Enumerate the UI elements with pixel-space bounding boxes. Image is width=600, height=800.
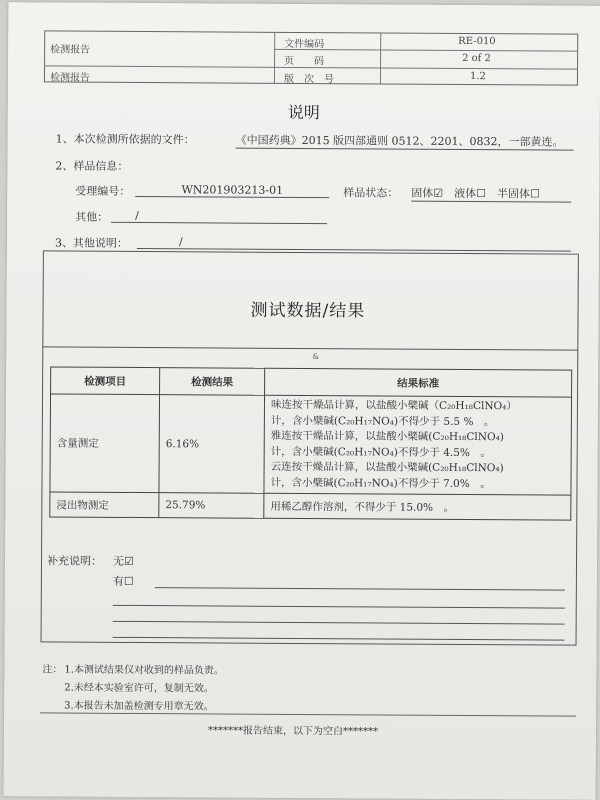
results-title: 测试数据/结果	[250, 300, 366, 322]
header-report-label-1: 检测报告	[50, 44, 91, 56]
accept-no-label: 受理编号：	[75, 184, 131, 198]
file-no-label: 文件编码	[284, 38, 325, 51]
supplement-has: 有☐	[112, 574, 134, 588]
supplement-none: 无☑	[112, 554, 134, 568]
page-label: 页 码	[284, 55, 325, 68]
other-notes-value: /	[137, 235, 571, 252]
standard-line: 计，含小檗碱(C₂₀H₁₇NO₄)不得少于 4.5% 。	[270, 445, 491, 459]
other-value: /	[111, 209, 327, 224]
other-notes-label: 3、其他说明：	[54, 236, 128, 250]
standard-line: 用稀乙醇作溶剂，不得少于 15.0% 。	[270, 500, 455, 514]
col-header-standard: 结果标准	[265, 368, 572, 397]
report-page	[4, 2, 600, 800]
basis-value: 《中国药典》2015 版四部通则 0512、2201、0832，一部黄连。	[236, 132, 574, 151]
results-header-row	[51, 367, 572, 397]
report-end-text: *******报告结束，以下为空白*******	[207, 725, 379, 738]
header-report-label-2: 检测报告	[49, 72, 91, 84]
note-item: 1.本测试结果仅对收到的样品负责。	[64, 664, 224, 677]
sample-state-label: 样品状态：	[343, 186, 399, 200]
table-row	[50, 492, 571, 520]
row-result: 6.16%	[159, 395, 265, 494]
standard-line: 计，含小檗碱(C₂₀H₁₇NO₄)不得少于 5.5 % 。	[270, 414, 495, 428]
note-item: 3.本报告未加盖检测专用章无效。	[64, 700, 214, 713]
col-header-result: 检测结果	[160, 368, 265, 396]
note-item: 2.未经本实验室许可，复制无效。	[64, 682, 214, 695]
page-value: 2 of 2	[462, 52, 491, 65]
supplement-label: 补充说明：	[46, 554, 103, 568]
standard-line: 计，含小檗碱(C₂₀H₁₇NO₄)不得少于 7.0% 。	[270, 476, 491, 490]
col-header-item: 检测项目	[51, 367, 160, 395]
doc-title: 说明	[287, 102, 320, 123]
sample-state-options: 固体☑ 液体☐ 半固体☐	[411, 185, 571, 203]
row-standard	[264, 395, 572, 495]
table-row	[50, 394, 572, 495]
standard-line: 味连按干燥品计算，以盐酸小檗碱（C₂₀H₁₈ClNO₄）	[270, 398, 517, 413]
basis-label: 1、本次检测所依据的文件：	[55, 132, 195, 147]
row-item: 浸出物测定	[50, 492, 159, 518]
row-standard	[264, 493, 571, 520]
row-item: 含量测定	[50, 394, 160, 493]
row-result: 25.79%	[159, 493, 264, 519]
version-value: 1.2	[469, 71, 486, 83]
results-mark: &	[312, 352, 320, 362]
file-no-value: RE-010	[458, 35, 496, 48]
standard-line: 雅连按干燥品计算，以盐酸小檗碱(C₂₀H₁₈ClNO₄)	[270, 429, 504, 444]
sample-info-label: 2、样品信息：	[55, 159, 129, 173]
notes-separator	[40, 712, 576, 716]
standard-line: 云连按干燥品计算，以盐酸小檗碱(C₂₀H₁₈ClNO₄)	[270, 460, 504, 475]
accept-no-value: WN201903213-01	[135, 183, 329, 198]
version-label: 版 次 号	[283, 73, 334, 86]
notes-lead: 注：	[42, 664, 63, 676]
other-label: 其他：	[75, 210, 109, 224]
results-table	[49, 366, 572, 520]
